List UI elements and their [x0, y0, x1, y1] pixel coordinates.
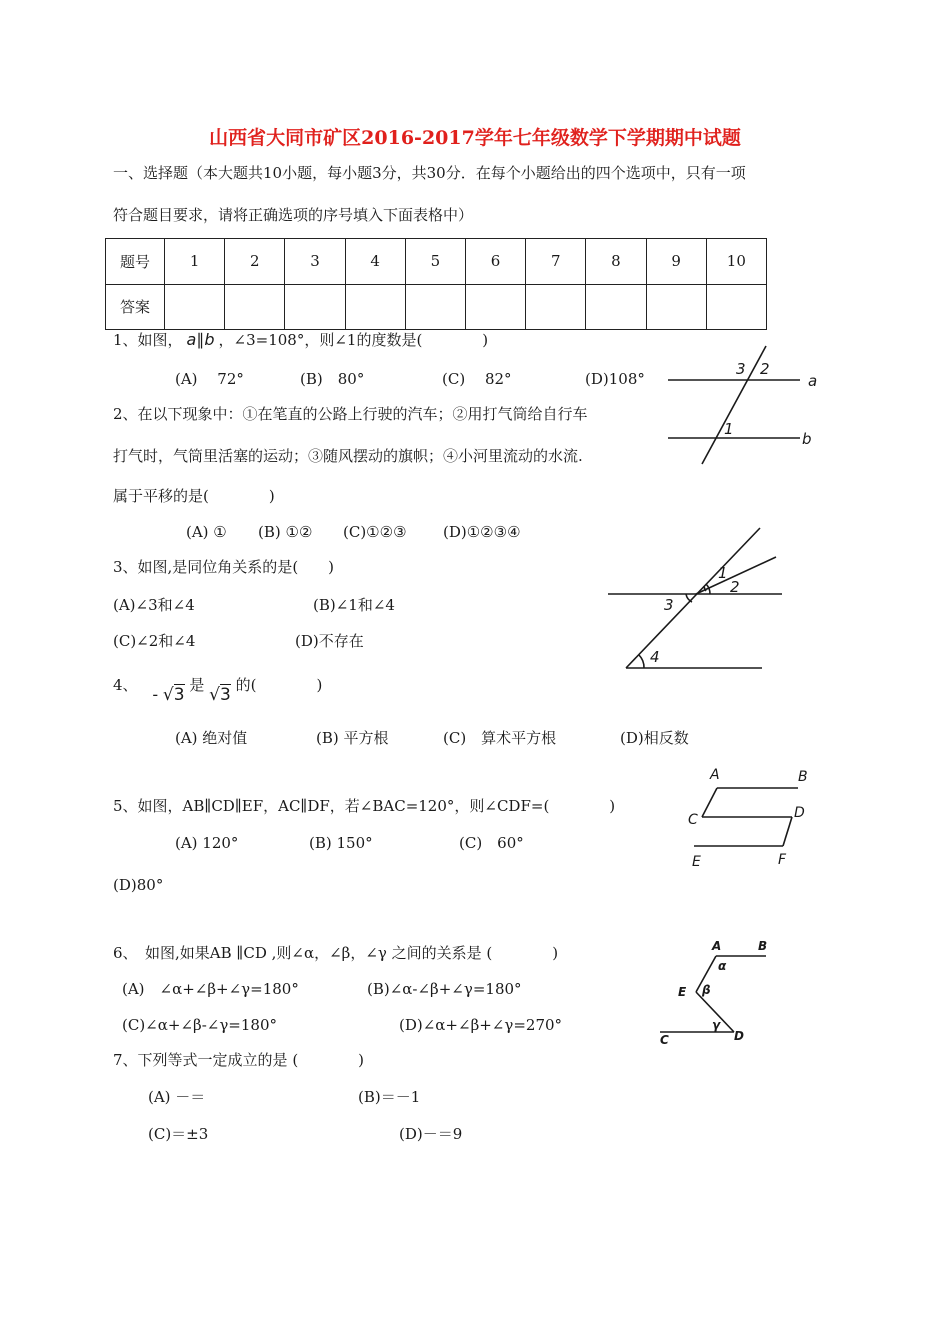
- table-cell-number: 5: [405, 239, 465, 285]
- angle-arc-3: [686, 594, 692, 602]
- angle-label-1: 1: [724, 420, 734, 438]
- table-row-numbers: [106, 239, 767, 285]
- q4-radical-1: [163, 685, 185, 705]
- q4-option-a: (A) 绝对值: [175, 729, 248, 747]
- angle-label-2: 2: [760, 360, 770, 378]
- q2-line3: 属于平移的是( ): [113, 487, 275, 505]
- q4-option-d: (D)相反数: [620, 729, 689, 747]
- answer-cell[interactable]: [706, 284, 766, 330]
- angle-label-3: 3: [664, 596, 674, 614]
- line-label-b: b: [802, 430, 812, 448]
- page-title: 山西省大同市矿区2016-2017学年七年级数学下学期期中试题: [209, 127, 741, 149]
- q7-option-d: (D)－＝9: [399, 1125, 463, 1143]
- line-ac: [702, 788, 717, 817]
- q1-figure: [660, 340, 860, 470]
- q2-line2: 打气时，气筒里活塞的运动；③随风摆动的旗帜；④小河里流动的水流.: [113, 447, 583, 465]
- point-label-a: A: [710, 767, 720, 783]
- point-label-e: E: [678, 985, 687, 999]
- answer-cell[interactable]: [465, 284, 525, 330]
- q4-radical-2: [209, 685, 231, 705]
- table-cell-number: 7: [526, 239, 586, 285]
- table-header-number: 题号: [106, 239, 165, 285]
- answer-cell[interactable]: [285, 284, 345, 330]
- q5-option-c: (C) 60°: [459, 834, 524, 852]
- table-cell-number: 8: [586, 239, 646, 285]
- q2-option-b: (B) ①②: [258, 523, 313, 541]
- q6-stem: 6、 如图,如果AB ∥CD ,则∠α，∠β，∠γ 之间的关系是 ( ): [113, 944, 559, 962]
- q4-negative-sign: -: [152, 685, 159, 704]
- slanted-line: [626, 528, 760, 668]
- q4-stem: [113, 672, 323, 705]
- transversal: [702, 346, 766, 464]
- q4-prefix: 4、: [113, 676, 138, 694]
- point-label-d: D: [794, 805, 805, 821]
- section-instructions-line2: 符合题目要求，请将正确选项的序号填入下面表格中）: [113, 206, 474, 224]
- angle-label-1: 1: [718, 564, 728, 582]
- q1-stem: [113, 331, 488, 349]
- answer-table: [105, 238, 767, 330]
- q4-suffix: 的( ): [235, 676, 323, 694]
- table-cell-number: 10: [706, 239, 766, 285]
- q2-option-d: (D)①②③④: [443, 523, 521, 541]
- point-label-c: C: [688, 812, 698, 828]
- angle-label-beta: β: [702, 983, 711, 997]
- q4-radicand-2: 3: [219, 685, 231, 705]
- answer-cell[interactable]: [225, 284, 285, 330]
- q4-option-b: (B) 平方根: [316, 729, 389, 747]
- q2-line1: 2、在以下现象中：①在笔直的公路上行驶的汽车；②用打气筒给自行车: [113, 405, 588, 423]
- q1-option-a: (A) 72°: [175, 370, 244, 388]
- q4-mid: 是: [189, 676, 205, 694]
- q1-option-b: (B) 80°: [300, 370, 365, 388]
- point-label-b: B: [758, 939, 768, 953]
- section-instructions-line1: 一、选择题（本大题共10小题，每小题3分，共30分．在每个小题给出的四个选项中，只有一项: [113, 164, 746, 182]
- point-label-b: B: [798, 769, 808, 785]
- table-cell-number: 3: [285, 239, 345, 285]
- q2-option-a: (A) ①: [186, 523, 227, 541]
- point-label-a: A: [712, 939, 722, 953]
- q5-stem: 5、如图，AB∥CD∥EF，AC∥DF，若∠BAC=120°，则∠CDF=( ): [113, 797, 616, 815]
- table-header-answer: 答案: [106, 284, 165, 330]
- line-df: [783, 817, 792, 846]
- table-cell-number: 2: [225, 239, 285, 285]
- q5-option-a: (A) 120°: [175, 834, 239, 852]
- answer-cell[interactable]: [405, 284, 465, 330]
- point-label-f: F: [778, 852, 787, 868]
- q3-option-a: (A)∠3和∠4: [113, 596, 195, 614]
- table-cell-number: 6: [465, 239, 525, 285]
- q5-option-d: (D)80°: [113, 876, 164, 894]
- q4-radicand-1: 3: [173, 685, 185, 705]
- point-label-d: D: [734, 1029, 744, 1043]
- q3-option-d: (D)不存在: [295, 632, 364, 650]
- table-cell-number: 1: [165, 239, 225, 285]
- q1-prefix: 1、如图，: [113, 331, 183, 349]
- angle-label-2: 2: [730, 578, 740, 596]
- q6-option-b: (B)∠α-∠β+∠γ=180°: [367, 980, 522, 998]
- q7-option-c: (C)＝±3: [148, 1125, 209, 1143]
- table-row-answers: [106, 284, 767, 330]
- q7-stem: 7、下列等式一定成立的是 ( ): [113, 1051, 365, 1069]
- sqrt-icon: √: [209, 685, 220, 705]
- q1-suffix: ，∠3=108°，则∠1的度数是( ): [218, 331, 489, 349]
- q6-option-d: (D)∠α+∠β+∠γ=270°: [399, 1016, 563, 1034]
- q2-option-c: (C)①②③: [343, 523, 407, 541]
- q1-option-c: (C) 82°: [442, 370, 512, 388]
- sqrt-icon: √: [162, 685, 174, 705]
- answer-cell[interactable]: [345, 284, 405, 330]
- q4-option-c: (C) 算术平方根: [443, 729, 557, 747]
- q3-figure: [600, 520, 790, 680]
- q7-option-a: (A) －＝: [148, 1088, 206, 1106]
- angle-label-gamma: γ: [712, 1018, 721, 1032]
- angle-label-3: 3: [736, 360, 746, 378]
- q5-figure: [680, 760, 820, 872]
- q6-option-c: (C)∠α+∠β-∠γ=180°: [122, 1016, 277, 1034]
- q6-figure: [650, 936, 780, 1046]
- q1-math: a∥b: [186, 330, 215, 349]
- angle-label-alpha: α: [718, 959, 727, 973]
- table-cell-number: 4: [345, 239, 405, 285]
- table-cell-number: 9: [646, 239, 706, 285]
- angle-label-4: 4: [650, 648, 660, 666]
- q3-option-c: (C)∠2和∠4: [113, 632, 196, 650]
- angle-arc-4: [639, 655, 644, 668]
- answer-cell[interactable]: [646, 284, 706, 330]
- answer-cell[interactable]: [526, 284, 586, 330]
- q7-option-b: (B)＝－1: [358, 1088, 421, 1106]
- point-label-c: C: [660, 1033, 669, 1046]
- q1-option-d: (D)108°: [585, 370, 645, 388]
- q5-option-b: (B) 150°: [309, 834, 373, 852]
- q6-option-a: (A) ∠α+∠β+∠γ=180°: [122, 980, 299, 998]
- answer-cell[interactable]: [586, 284, 646, 330]
- answer-cell[interactable]: [165, 284, 225, 330]
- point-label-e: E: [692, 854, 701, 870]
- line-label-a: a: [808, 372, 818, 390]
- q3-stem: 3、如图,是同位角关系的是( ): [113, 558, 335, 576]
- q3-option-b: (B)∠1和∠4: [313, 596, 395, 614]
